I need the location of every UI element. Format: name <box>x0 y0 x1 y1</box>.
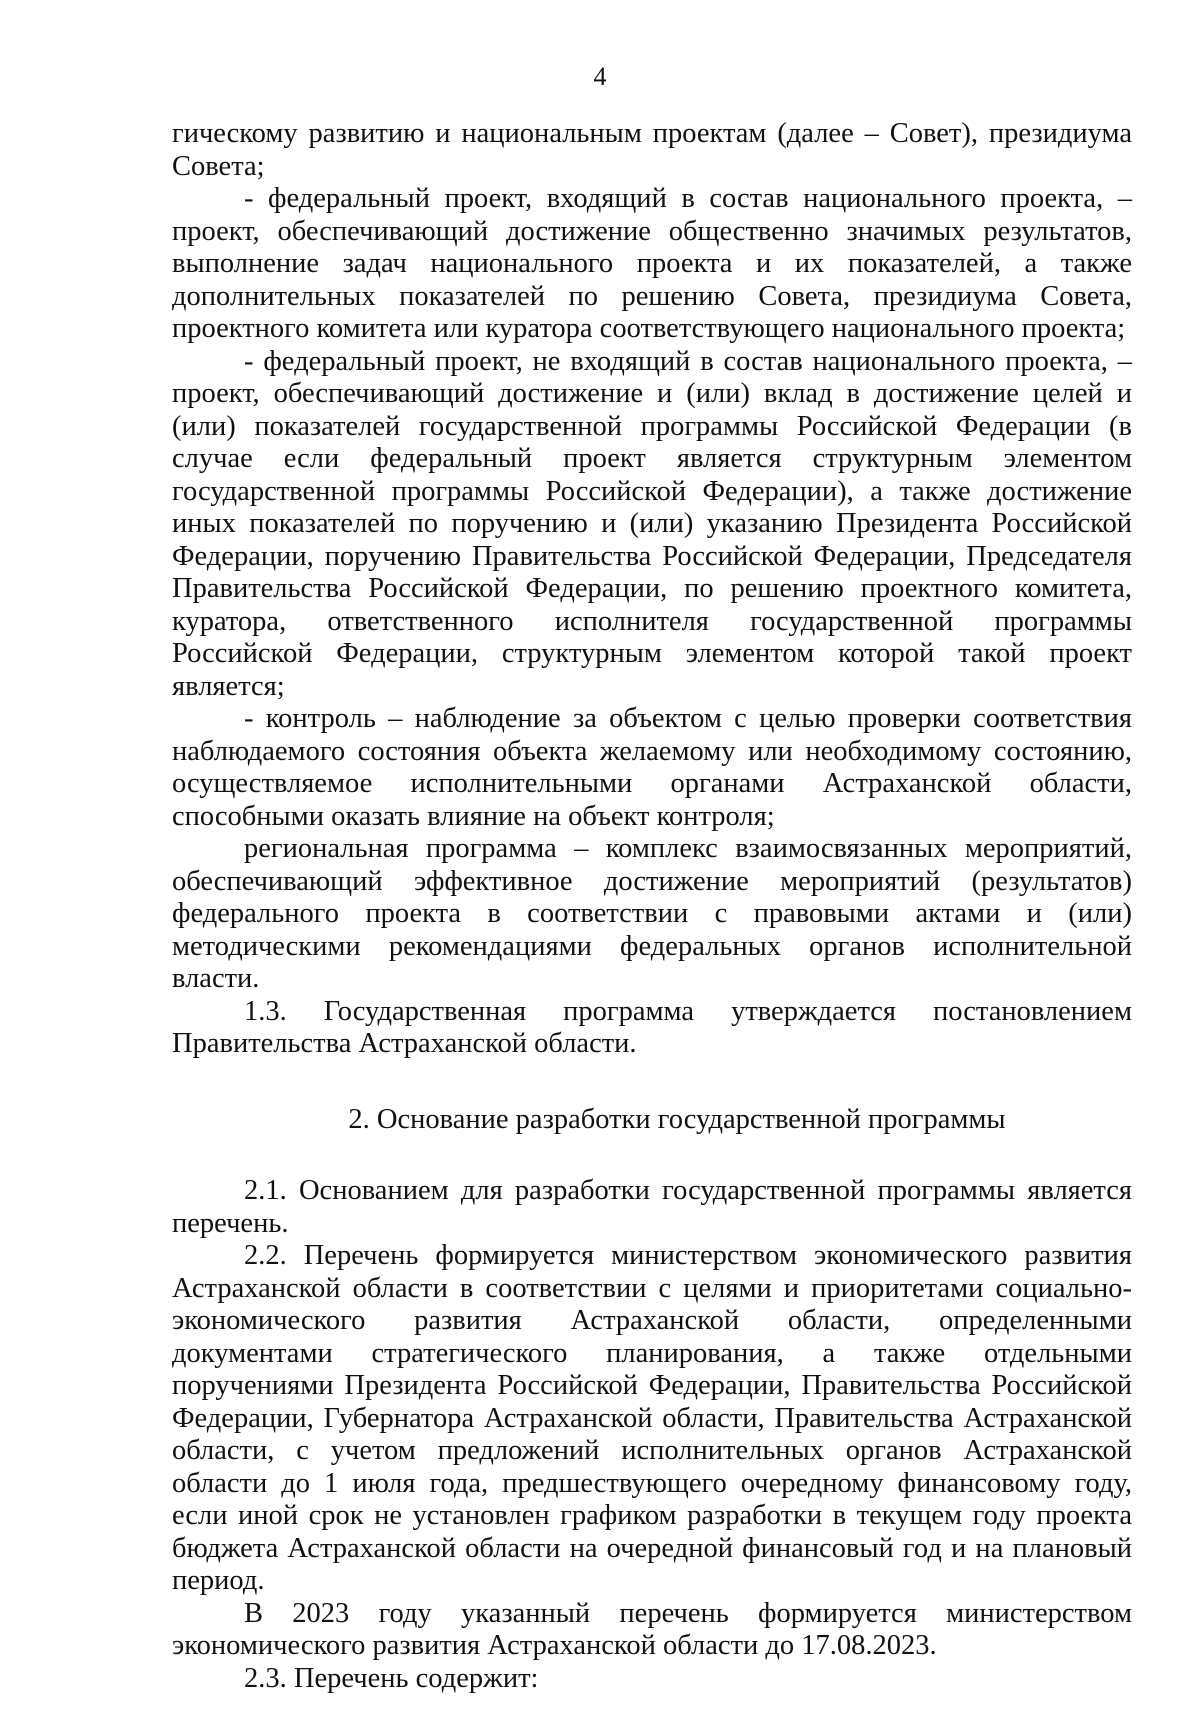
definition-federal-project-not-in-national: - федеральный проект, не входящий в состав национального проекта, – проект, обеспечивающий достижение и (или) вклад в достижение целей и (или) показателей государственной программы Российской Федерации (в случае если федеральный проект является структурным элементом государственной программы Российской Федерации), а также достижение иных показателей по поручению и (или) указанию Президента Российской Федерации, поручению Правительства Российской Федерации, Председателя Правительства Российской Федерации, по решению проектного комитета, куратора, ответственного исполнителя государственной программы Российской Федерации, структурным элементом которой такой проект является; <box>172 345 1132 702</box>
definition-regional-program: региональная программа – комплекс взаимосвязанных мероприятий, обеспечивающий эффективное достижение мероприятий (результатов) федерального проекта в соответствии с правовыми актами и (или) методическими рекомендациями федеральных органов исполнительной власти. <box>172 833 1132 994</box>
section-heading: 2. Основание разработки государственной программы <box>348 1103 1006 1135</box>
definition-control: - контроль – наблюдение за объектом с целью проверки соответствия наблюдаемого состояния объекта желаемому или необходимому состоянию, осуществляемое исполнительными органами Астраханской области, способными оказать влияние на объект контроля; <box>172 703 1132 832</box>
paragraph-2-1: 2.1. Основанием для разработки государственной программы является перечень. <box>172 1175 1132 1239</box>
paragraph-2023-note: В 2023 году указанный перечень формируется министерством экономического развития Астраханской области до 17.08.2023. <box>172 1597 1132 1661</box>
page-number: 4 <box>593 62 607 91</box>
document-body <box>172 118 1132 1695</box>
paragraph-2-3: 2.3. Перечень содержит: <box>244 1662 539 1694</box>
paragraph-continuation: гическому развитию и национальным проектам (далее – Совет), президиума Совета; <box>172 118 1132 182</box>
paragraph-1-3: 1.3. Государственная программа утверждается постановлением Правительства Астраханской области. <box>172 995 1132 1059</box>
definition-federal-project-in-national: - федеральный проект, входящий в состав национального проекта, – проект, обеспечивающий достижение общественно значимых результатов, выполнение задач национального проекта и их показателей, а также дополнительных показателей по решению Совета, президиума Совета, проектного комитета или куратора соответствующего национального проекта; <box>172 183 1132 344</box>
paragraph-2-2: 2.2. Перечень формируется министерством экономического развития Астраханской области в соответствии с целями и приоритетами социально-экономического развития Астраханской области, определенными документами стратегического планирования, а также отдельными поручениями Президента Российской Федерации, Правительства Российской Федерации, Губернатора Астраханской области, Правительства Астраханской области, с учетом предложений исполнительных органов Астраханской области до 1 июля года, предшествующего очередному финансовому году, если иной срок не установлен графиком разработки в текущем году проекта бюджета Астраханской области на очередной финансовый год и на плановый период. <box>172 1240 1132 1596</box>
